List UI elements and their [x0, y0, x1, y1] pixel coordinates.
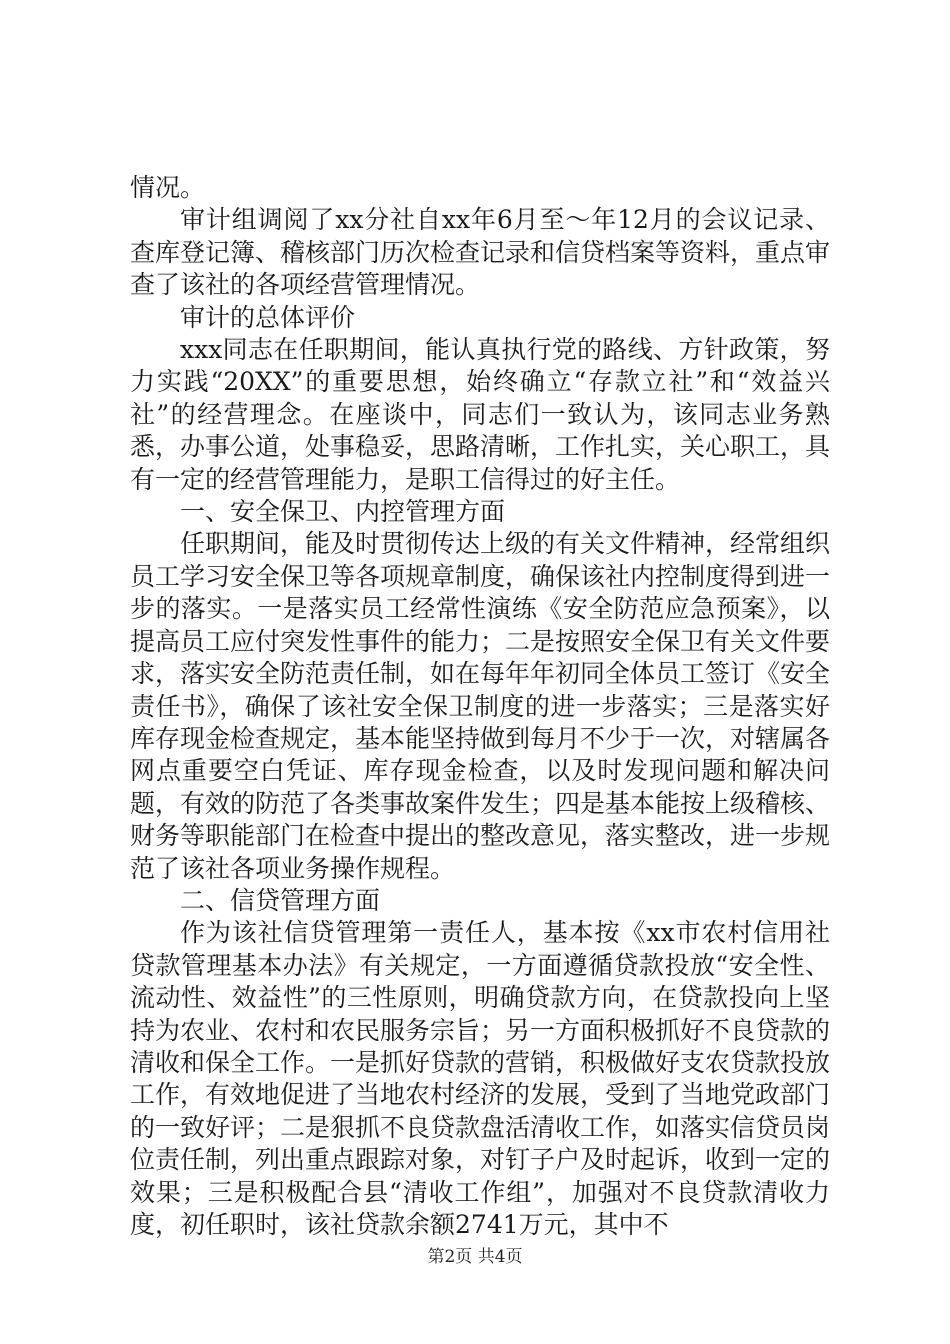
paragraph-continuation: 情况。	[130, 173, 206, 202]
paragraph-security-internal-control: 任职期间，能及时贯彻传达上级的有关文件精神，经常组织员工学习安全保卫等各项规章制度，确保该社内控制度得到进一步的落实。一是落实员工经常性演练《安全防范应急预案》，以提高员工应付突发性事件的能力；二是按照安全保卫有关文件要求，落实安全防范责任制，如在每年年初同全体员工签订《安全责任书》，确保了该社安全保卫制度的进一步落实；三是落实好库存现金检查规定，基本能坚持做到每月不少于一次，对辖属各网点重要空白凭证、库存现金检查，以及时发现问题和解决问题，有效的防范了各类事故案件发生；四是基本能按上级稽核、财务等职能部门在检查中提出的整改意见，落实整改，进一步规范了该社各项业务操作规程。	[130, 529, 831, 883]
heading-security-internal-control: 一、安全保卫、内控管理方面	[180, 497, 506, 527]
page-number-footer: 第2页 共4页	[427, 1247, 523, 1267]
heading-credit-management: 二、信贷管理方面	[180, 885, 381, 915]
heading-overall-evaluation: 审计的总体评价	[180, 302, 356, 332]
paragraph-audit-scope: 审计组调阅了xx分社自xx年6月至～年12月的会议记录、查库登记簿、稽核部门历次检查记录和信贷档案等资料，重点审查了该社的各项经营管理情况。	[130, 205, 831, 300]
document-body	[130, 172, 830, 1241]
paragraph-credit-management: 作为该社信贷管理第一责任人，基本按《xx市农村信用社贷款管理基本办法》有关规定，一方面遵循贷款投放“安全性、流动性、效益性”的三性原则，明确贷款方向，在贷款投向上坚持为农业、农村和农民服务宗旨；另一方面积极抓好不良贷款的清收和保全工作。一是抓好贷款的营销，积极做好支农贷款投放工作，有效地促进了当地农村经济的发展，受到了当地党政部门的一致好评；二是狠抓不良贷款盘活清收工作，如落实信贷员岗位责任制，列出重点跟踪对象，对钉子户及时起诉，收到一定的效果；三是积极配合县“清收工作组”，加强对不良贷款清收力度，初任职时，该社贷款余额2741万元，其中不	[130, 918, 831, 1239]
paragraph-overall-evaluation: xxx同志在任职期间，能认真执行党的路线、方针政策，努力实践“20XX”的重要思想，始终确立“存款立社”和“效益兴社”的经营理念。在座谈中，同志们一致认为，该同志业务熟悉，办事公道，处事稳妥，思路清晰，工作扎实，关心职工，具有一定的经营管理能力，是职工信得过的好主任。	[130, 335, 831, 494]
